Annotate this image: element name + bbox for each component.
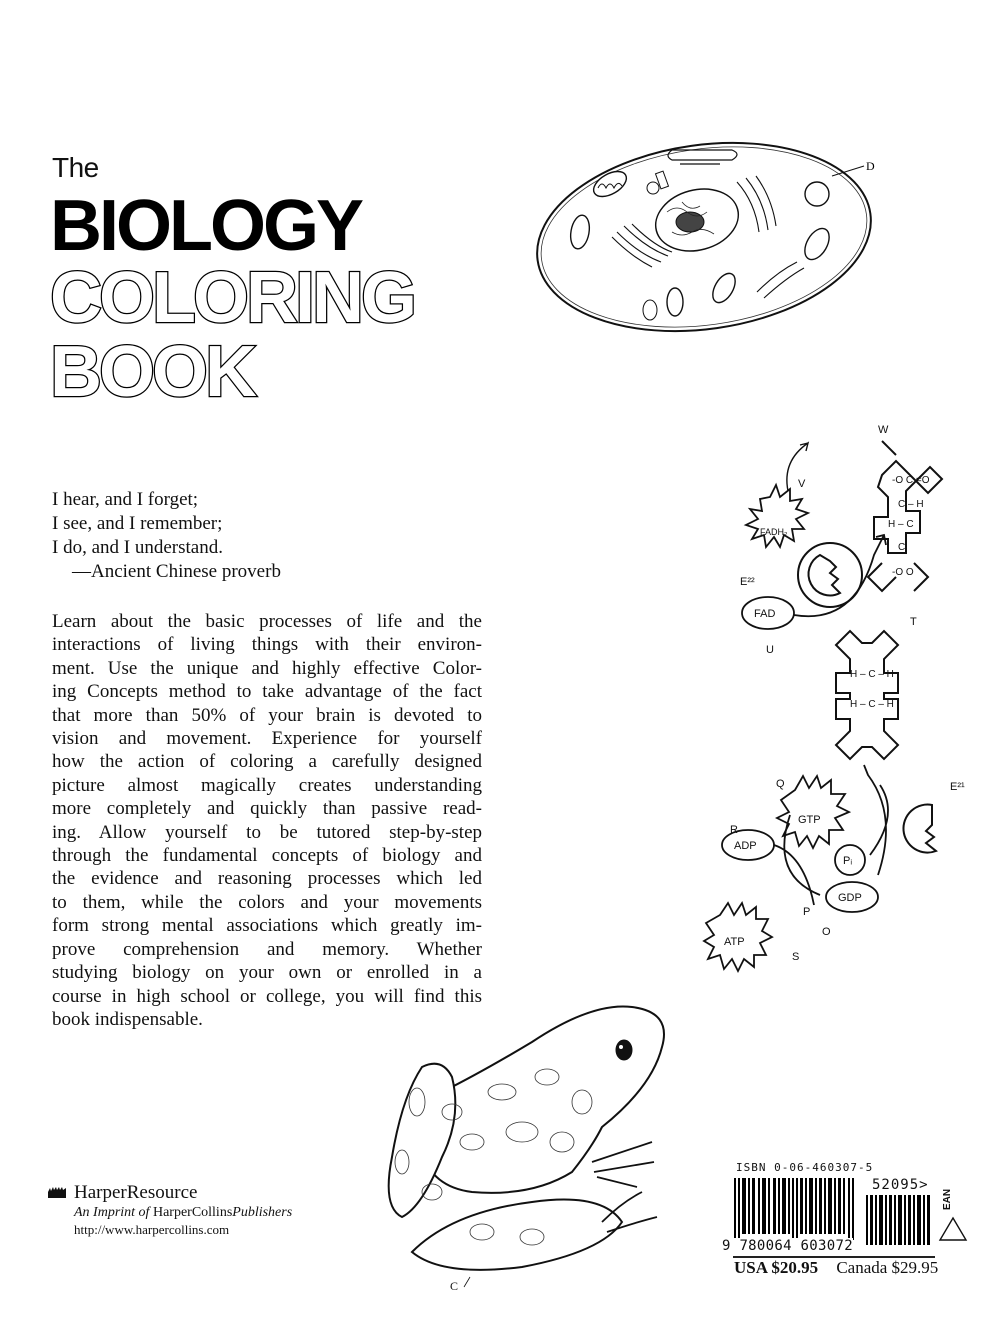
publisher-block (48, 1182, 292, 1238)
isbn-number: ISBN 0-06-460307-5 (736, 1161, 874, 1174)
ean-label: EAN (942, 1188, 953, 1210)
description-line: that more than 50% of your brain is devoted to (52, 704, 482, 726)
description-line: the evidence and reasoning processes which led (52, 868, 482, 890)
description-line: picture almost magically creates understanding (52, 774, 482, 796)
price-canada: Canada $29.95 (836, 1258, 939, 1277)
svg-text:H – C – H: H – C – H (850, 669, 894, 680)
svg-text:P: P (803, 906, 811, 918)
description-line: to them, while the colors and your movements (52, 891, 482, 913)
proverb-line: I do, and I understand. (52, 537, 223, 558)
title-coloring: COLORING (50, 258, 414, 338)
price-usa: USA $20.95 (734, 1258, 819, 1277)
svg-text:S: S (792, 951, 800, 963)
book-description (52, 610, 482, 1031)
addon-digits: 52095> (872, 1177, 929, 1193)
description-line: interactions of living things with their environ- (52, 634, 482, 656)
svg-text:H – C: H – C (888, 519, 914, 530)
svg-text:C: C (898, 542, 906, 553)
publisher-name: HarperResource (74, 1182, 198, 1203)
svg-text:ADP: ADP (734, 840, 757, 852)
description-line: through the fundamental concepts of biology and (52, 845, 482, 867)
svg-text:V: V (798, 478, 806, 490)
krebs-cycle-diagram (700, 415, 990, 975)
svg-text:E²²: E²² (740, 576, 755, 588)
description-line: form strong mental associations which greatly im- (52, 915, 482, 937)
svg-text:U: U (766, 644, 774, 656)
svg-text:T: T (910, 616, 917, 628)
svg-text:FAD: FAD (754, 608, 776, 620)
svg-text:FADH₂: FADH₂ (760, 527, 788, 537)
description-line: prove comprehension and memory. Whether (52, 938, 482, 960)
description-line: ment. Use the unique and highly effective Color- (52, 657, 482, 679)
svg-text:GDP: GDP (838, 892, 862, 904)
svg-text:Pᵢ: Pᵢ (843, 855, 853, 867)
publisher-imprint: An Imprint of HarperCollinsPublishers (74, 1205, 293, 1220)
proverb-attribution: —Ancient Chinese proverb (72, 561, 281, 582)
svg-text:-O O: -O O (892, 567, 914, 578)
description-line: Learn about the basic processes of life and the (52, 611, 482, 632)
price-addon-barcode (866, 1195, 934, 1245)
triangle-icon (938, 1216, 968, 1242)
cell-label: D (866, 159, 875, 173)
animal-cell-illustration (532, 132, 882, 342)
title-book: BOOK (50, 332, 254, 412)
proverb-line: I hear, and I forget; (52, 489, 199, 510)
proverb (52, 488, 281, 584)
svg-text:H – C – H: H – C – H (850, 699, 894, 710)
svg-text:E²¹: E²¹ (950, 781, 965, 793)
description-line: how the action of coloring a carefully designed (52, 751, 482, 773)
svg-text:GTP: GTP (798, 814, 821, 826)
description-line: studying biology on your own or enrolled in a (52, 962, 482, 984)
svg-text:W: W (878, 424, 889, 436)
description-line: ing. Allow yourself to be tutored step-by-step (52, 821, 482, 843)
svg-text:C – H: C – H (898, 499, 924, 510)
svg-text:-O C =O: -O C =O (892, 475, 930, 486)
proverb-line: I see, and I remember; (52, 513, 223, 534)
description-line: more completely and quickly than passive read- (52, 798, 482, 820)
title-the: The (52, 152, 99, 183)
svg-text:O: O (822, 926, 831, 938)
description-line: ing Concepts method to take advantage of the fact (52, 681, 482, 703)
price-row (734, 1258, 938, 1278)
svg-text:Q: Q (776, 778, 785, 790)
description-line: vision and movement. Experience for yourself (52, 728, 482, 750)
description-line: course in high school or college, you will find this (52, 985, 482, 1007)
svg-text:ATP: ATP (724, 936, 745, 948)
description-line: book indispensable. (52, 1008, 203, 1030)
frog-label: C (450, 1279, 459, 1292)
harper-fire-icon (48, 1187, 66, 1199)
publisher-url[interactable]: http://www.harpercollins.com (74, 1222, 230, 1237)
frog-illustration (372, 992, 692, 1292)
title-biology: BIOLOGY (50, 186, 362, 266)
svg-text:R: R (730, 824, 738, 836)
ean-digits: 9 780064 603072 (722, 1238, 853, 1254)
ean-barcode (734, 1178, 854, 1240)
